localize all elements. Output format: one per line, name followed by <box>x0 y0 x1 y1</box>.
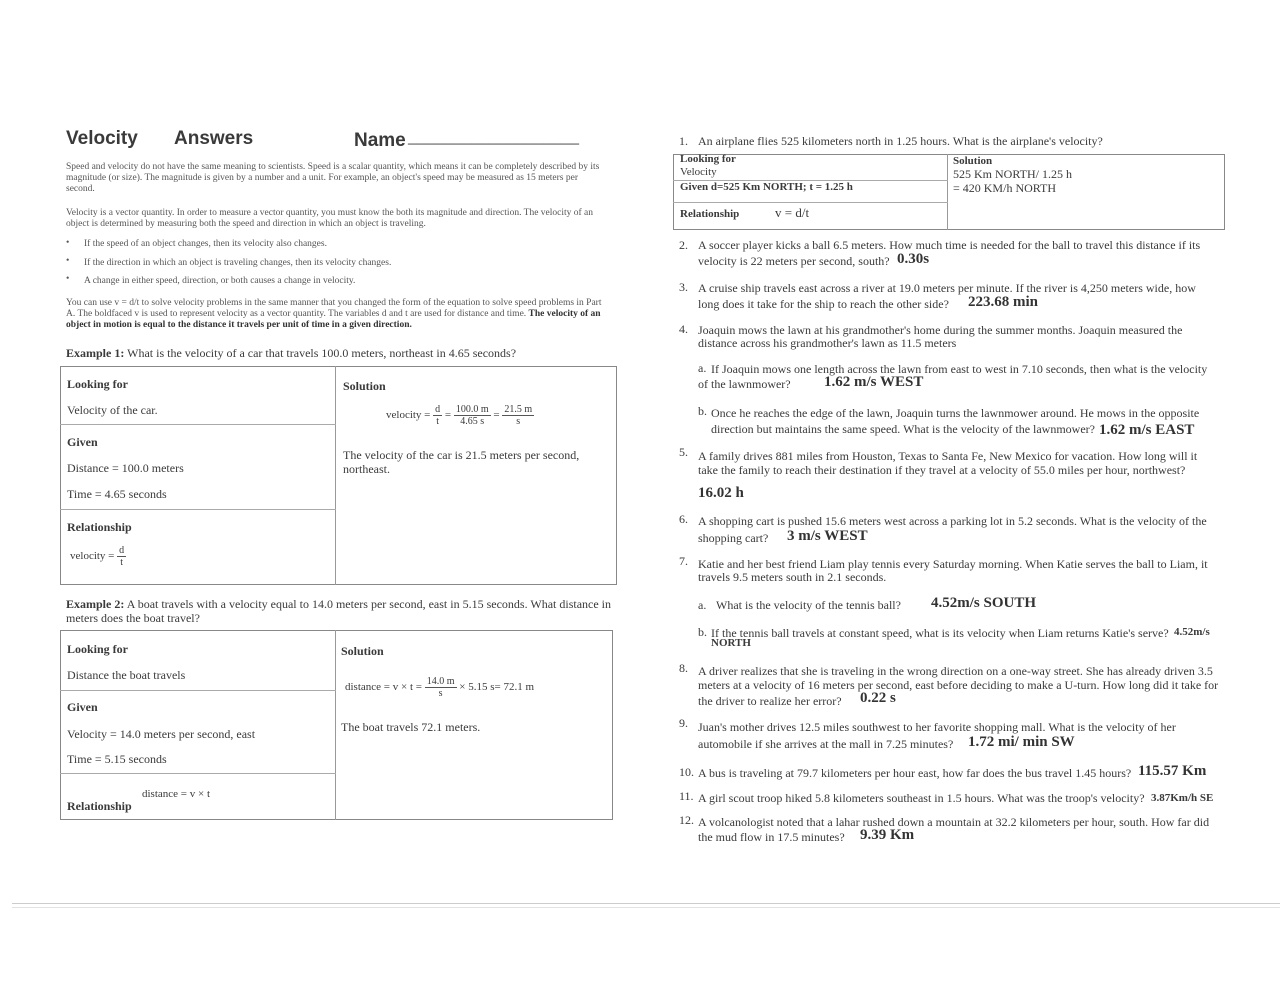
example-2-solution: Solution <box>341 644 384 658</box>
q9-answer: 1.72 mi/ min SW <box>968 734 1075 750</box>
q2-answer: 0.30s <box>897 251 930 267</box>
sol2-num: 14.0 m <box>426 676 455 687</box>
example-1-relationship: Relationship <box>67 520 132 534</box>
sol-f2-den: 4.65 s <box>460 416 485 427</box>
page-divider <box>12 907 1280 908</box>
example-2-solution-text: The boat travels 72.1 meters. <box>341 720 481 734</box>
example-2-looking-for: Looking for <box>67 642 129 656</box>
q8-text-3: the driver to realize her error? <box>698 694 842 708</box>
q7a-number: a. <box>698 598 707 612</box>
q7b-text: If the tennis ball travels at constant speed, what is its velocity when Liam returns Katie's serve? <box>711 626 1169 640</box>
example-2-relationship-formula: distance = v × t <box>142 788 211 800</box>
example-2-given: Given <box>67 700 98 714</box>
q10-answer: 115.57 Km <box>1138 763 1207 779</box>
q4-text-2: distance across his grandmother's lawn as 11.5 meters <box>698 336 957 350</box>
example-1-question <box>66 346 626 360</box>
q12-text-2: the mud flow in 17.5 minutes? <box>698 830 845 844</box>
q4b-number: b. <box>698 404 707 418</box>
q10-text: A bus is traveling at 79.7 kilometers per hour east, how far does the bus travel 1.45 hours? <box>698 766 1132 780</box>
q1-looking-for: Looking for <box>680 153 736 165</box>
sol-frac-2 <box>454 404 491 427</box>
example-1-given-distance: Distance = 100.0 meters <box>67 461 184 475</box>
rel-fraction <box>117 545 126 568</box>
intro-paragraph-3 <box>66 298 606 331</box>
bullet-3: A change in either speed, direction, or both causes a change in velocity. <box>84 276 356 286</box>
q2-number: 2. <box>679 238 688 252</box>
q8-text-2: meters at a velocity of 16 meters per second, east before deciding to make a U-turn. How long did it take for <box>698 678 1219 692</box>
q7a-answer: 4.52m/s SOUTH <box>931 595 1037 611</box>
example-1-label: Example 1: <box>66 346 125 360</box>
q9-text-2: automobile if she arrives at the mall in 7.25 minutes? <box>698 737 954 751</box>
q12-text-1: A volcanologist noted that a lahar rushed down a mountain at 32.2 kilometers per hour, south. How far did <box>698 815 1210 829</box>
name-line: ___________________ <box>408 126 579 146</box>
example-1-given: Given <box>67 435 98 449</box>
q2-text-2: velocity is 22 meters per second, south? <box>698 254 890 268</box>
title-velocity: Velocity <box>66 128 138 149</box>
q6-number: 6. <box>679 512 688 526</box>
q7a-text: What is the velocity of the tennis ball? <box>716 598 901 612</box>
example-1-solution: Solution <box>343 379 386 393</box>
sol2-lhs: distance = v × t = <box>345 681 422 694</box>
q7b-answer-1: 4.52m/s <box>1174 626 1210 638</box>
q10-number: 10. <box>679 765 694 779</box>
example-2-looking-value: Distance the boat travels <box>67 668 186 682</box>
sol-frac-1 <box>433 404 442 427</box>
q1-number: 1. <box>679 134 688 148</box>
q1-given: Given d=525 Km NORTH; t = 1.25 h <box>680 181 853 193</box>
sol-eq-2: = <box>493 409 500 422</box>
q4b-text-1: Once he reaches the edge of the lawn, Joaquin turns the lawnmower around. He mows in the opposite <box>711 406 1200 420</box>
q11-number: 11. <box>679 789 694 803</box>
bullet-dot: • <box>66 238 70 248</box>
example-2-solution-formula <box>345 676 534 699</box>
q11-text: A girl scout troop hiked 5.8 kilometers southeast in 1.5 hours. What was the troop's velocity? <box>698 791 1145 805</box>
example-2-label: Example 2: <box>66 597 125 611</box>
sol-frac-3 <box>502 404 534 427</box>
bullet-dot: • <box>66 274 70 284</box>
example-1-looking-value: Velocity of the car. <box>67 403 158 417</box>
q4a-text-2: of the lawnmower? <box>698 377 791 391</box>
q4b-text-2: direction but maintains the same speed. What is the velocity of the lawnmower? <box>711 422 1095 436</box>
example-2-given-velocity: Velocity = 14.0 meters per second, east <box>67 727 256 741</box>
sol-f1-num: d <box>435 404 441 415</box>
title-answers: Answers <box>174 128 254 149</box>
intro-paragraph-3a: You can use v = d/t to solve velocity problems in the same manner that you changed the form of the equation to solve speed problems in Part A. The boldfaced v is used to represent velocity as a vector quantity. The variables d and t are used for distance and time. <box>66 298 602 319</box>
bullet-1: If the speed of an object changes, then its velocity also changes. <box>84 239 327 249</box>
intro-paragraph-2: Velocity is a vector quantity. In order to measure a vector quantity, you must know the both its magnitude and direction. The velocity of an object is determined by measuring both the speed and direction in which an object is traveling. <box>66 208 594 229</box>
q9-text-1: Juan's mother drives 12.5 miles southwest to her favorite shopping mall. What is the velocity of her <box>698 720 1176 734</box>
q6-text-1: A shopping cart is pushed 15.6 meters west across a parking lot in 5.2 seconds. What is the velocity of the <box>698 514 1207 528</box>
q3-text-1: A cruise ship travels east across a river at 19.0 meters per minute. If the river is 4,250 meters wide, how <box>698 281 1196 295</box>
rel-den: t <box>120 557 124 568</box>
q1-looking-value: Velocity <box>680 166 717 178</box>
q5-number: 5. <box>679 445 688 459</box>
q5-answer: 16.02 h <box>698 485 744 501</box>
q12-answer: 9.39 Km <box>860 827 915 843</box>
q8-number: 8. <box>679 661 688 675</box>
example-2-text: A boat travels with a velocity equal to 14.0 meters per second, east in 5.15 seconds. What distance in meters does the boat travel? <box>66 597 612 625</box>
intro-paragraph-3b: The velocity of an object in motion is equal to the distance it travels per unit of time in a given direction. <box>66 309 601 330</box>
q3-number: 3. <box>679 280 688 294</box>
q7-number: 7. <box>679 554 688 568</box>
bullet-dot: • <box>66 256 70 266</box>
example-1-solution-text: The velocity of the car is 21.5 meters per second, northeast. <box>343 448 580 476</box>
q4-text-1: Joaquin mows the lawn at his grandmother's home during the summer months. Joaquin measured the <box>698 323 1183 337</box>
q6-text-2: shopping cart? <box>698 531 769 545</box>
rel-num: d <box>119 545 125 556</box>
q1-relationship: Relationship <box>680 208 740 220</box>
sol-eq: = <box>444 409 452 422</box>
q7b-number: b. <box>698 625 707 639</box>
sol2-fraction <box>425 676 457 699</box>
example-2-relationship: Relationship <box>67 799 132 813</box>
q3-text-2: long does it take for the ship to reach the other side? <box>698 297 949 311</box>
example-2-given-time: Time = 5.15 seconds <box>67 752 167 766</box>
q5-text-1: A family drives 881 miles from Houston, Texas to Santa Fe, New Mexico for vacation. How long will it <box>698 449 1198 463</box>
q2-text-1: A soccer player kicks a ball 6.5 meters. How much time is needed for the ball to travel this distance if its <box>698 238 1201 252</box>
title-name: Name <box>354 130 406 151</box>
rel-lhs: velocity = <box>70 550 115 563</box>
q4a-text-1: If Joaquin mows one length across the lawn from east to west in 7.10 seconds, then what is the velocity <box>711 362 1208 376</box>
example-1-text: What is the velocity of a car that travels 100.0 meters, northeast in 4.65 seconds? <box>127 346 517 360</box>
sol2-den: s <box>438 688 443 699</box>
sol-f3-den: s <box>516 416 521 427</box>
sol-f3-num: 21.5 m <box>504 404 533 415</box>
q1-relationship-formula: v = d/t <box>775 205 810 220</box>
example-2-question <box>66 597 611 625</box>
sol2-rhs: × 5.15 s= 72.1 m <box>459 681 534 694</box>
intro-paragraph-1: Speed and velocity do not have the same meaning to scientists. Speed is a scalar quantity, which means it can be completely described by its magnitude (or size). The magnitude is given by a number and a unit. For example, an object's speed may be measured as 15 meters per second. <box>66 162 600 194</box>
example-1-relationship-formula <box>70 545 126 568</box>
q7-text-1: Katie and her best friend Liam play tennis every Saturday morning. When Katie serves the ball to Liam, it <box>698 557 1208 571</box>
q8-answer: 0.22 s <box>860 690 896 706</box>
q3-answer: 223.68 min <box>968 294 1039 310</box>
q1-solution-line-1: 525 Km NORTH/ 1.25 h <box>953 167 1072 181</box>
q4a-number: a. <box>698 361 707 375</box>
q9-number: 9. <box>679 716 688 730</box>
bullet-2: If the direction in which an object is traveling changes, then its velocity changes. <box>84 258 392 268</box>
example-1-looking-for: Looking for <box>67 377 129 391</box>
sol-f2-num: 100.0 m <box>455 404 489 415</box>
q5-text-2: take the family to reach their destination if they travel at a velocity of 55.0 miles per hour, northwest? <box>698 463 1186 477</box>
example-1-given-time: Time = 4.65 seconds <box>67 487 167 501</box>
q1-solution-line-2: = 420 KM/h NORTH <box>953 181 1057 195</box>
q7b-answer-2: NORTH <box>711 637 751 649</box>
sol-lhs: velocity = <box>386 409 431 422</box>
q8-text-1: A driver realizes that she is traveling in the wrong direction on a one-way street. She has already driven 3.5 <box>698 664 1213 678</box>
q4-number: 4. <box>679 322 688 336</box>
q1-solution: Solution <box>953 155 993 167</box>
example-1-solution-formula <box>386 404 534 427</box>
q7-text-2: travels 9.5 meters south in 2.1 seconds. <box>698 570 887 584</box>
q12-number: 12. <box>679 813 694 827</box>
q6-answer: 3 m/s WEST <box>787 528 868 544</box>
q4b-answer: 1.62 m/s EAST <box>1099 422 1195 438</box>
q1-text: An airplane flies 525 kilometers north in 1.25 hours. What is the airplane's velocity? <box>698 134 1103 148</box>
q4a-answer: 1.62 m/s WEST <box>824 374 924 390</box>
q11-answer: 3.87Km/h SE <box>1151 792 1214 804</box>
page-divider <box>12 903 1280 904</box>
sol-f1-den: t <box>436 416 440 427</box>
